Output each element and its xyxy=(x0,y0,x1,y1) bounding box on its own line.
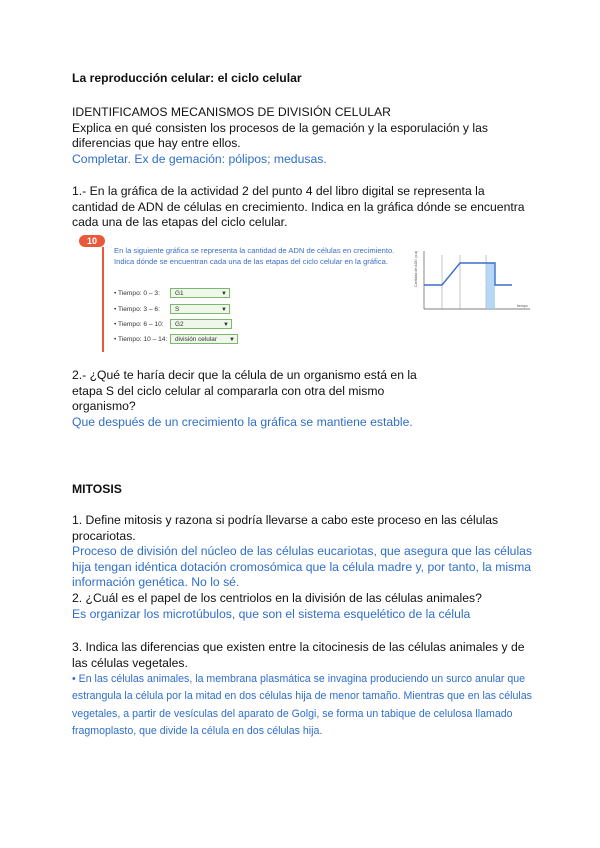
answer-text: Completar. Ex de gemación: pólipos; medusas. xyxy=(72,151,327,166)
section-heading: IDENTIFICAMOS MECANISMOS DE DIVISIÓN CELULAR xyxy=(72,105,391,119)
question-text: Explica en qué consisten los procesos de la gemación y la esporulación y las diferencias que hay entre ellos. xyxy=(72,120,488,151)
row-label: • Tiempo: 10 – 14: xyxy=(114,336,168,343)
time-row xyxy=(114,306,227,313)
document-title: La reproducción celular: el ciclo celular xyxy=(72,71,302,85)
question-text: 2. ¿Cuál es el papel de los centriolos en la división de las células animales? xyxy=(72,590,482,605)
chevron-down-icon: ▼ xyxy=(221,291,227,297)
chart-ylabel: Cantidad de ADN (u.a) xyxy=(414,250,418,287)
answer-text: Es organizar los microtúbulos, que son el sistema esquelético de la célula xyxy=(72,606,471,621)
mitosis-q1 xyxy=(72,513,534,622)
question-text: 1. Define mitosis y razona si podría llevarse a cabo este proceso en las células procariotas. xyxy=(72,513,499,543)
chevron-down-icon: ▼ xyxy=(221,307,227,313)
activity-badge: 10 xyxy=(79,235,105,247)
time-row xyxy=(114,321,229,328)
select-value: división celular xyxy=(175,336,217,343)
accent-line xyxy=(102,247,104,352)
row-label: • Tiempo: 3 – 6: xyxy=(114,306,160,313)
activity-screenshot xyxy=(72,233,542,355)
highlight-band xyxy=(486,263,495,309)
activity-text: En la siguiente gráfica se representa la cantidad de ADN de células en crecimiento. Indica dónde se encuentran cada una de las etapas del ciclo celular en la gráfica. xyxy=(114,246,395,266)
stage-select[interactable] xyxy=(170,288,230,298)
answer-text: • En las células animales, la membrana plasmática se invagina produciendo un surco anular que estrangula la célula por la mitad en dos células hija de menor tamaño. Mientras que en las células vegetales, a partir de vesículas del aparato de Golgi, se forma un tabique de celulosa llamado fragmoplasto, que divide la célula en dos células hija. xyxy=(72,673,532,737)
question-2 xyxy=(72,368,432,430)
row-label: • Tiempo: 0 – 3: xyxy=(114,290,160,297)
dna-line xyxy=(424,263,512,285)
mitosis-q3 xyxy=(72,640,534,740)
select-value: S xyxy=(175,306,180,313)
section-identify xyxy=(72,105,532,167)
time-row xyxy=(114,290,227,297)
chevron-down-icon: ▼ xyxy=(223,322,229,328)
chevron-down-icon: ▼ xyxy=(229,337,235,343)
stage-select[interactable] xyxy=(170,304,230,314)
answer-text: Proceso de división del núcleo de las células eucariotas, que asegura que las células hija tengan idéntica dotación cromosómica que la célula madre y, por tanto, la misma información genética. No lo sé. xyxy=(72,544,533,590)
stage-select[interactable] xyxy=(170,319,232,329)
row-label: • Tiempo: 6 – 10: xyxy=(114,321,164,328)
stage-select[interactable] xyxy=(170,334,238,344)
dna-chart xyxy=(412,247,542,327)
answer-text: Que después de un crecimiento la gráfica se mantiene estable. xyxy=(72,414,413,429)
question-1: 1.- En la gráfica de la actividad 2 del punto 4 del libro digital se representa la cantidad de ADN de células en crecimiento. Indica en la gráfica dónde se encuentra cada una de las etapas del ciclo celular. xyxy=(72,184,525,230)
select-value: G2 xyxy=(175,321,184,328)
section-heading-mitosis: MITOSIS xyxy=(72,482,122,496)
chart-xlabel: tiempo xyxy=(517,304,528,308)
select-value: G1 xyxy=(175,290,184,297)
question-text: 3. Indica las diferencias que existen entre la citocinesis de las células animales y de las células vegetales. xyxy=(72,640,525,670)
time-row xyxy=(114,336,235,343)
question-text: 2.- ¿Qué te haría decir que la célula de un organismo está en la etapa S del ciclo celular al compararla con otra del mismo organismo? xyxy=(72,368,417,414)
